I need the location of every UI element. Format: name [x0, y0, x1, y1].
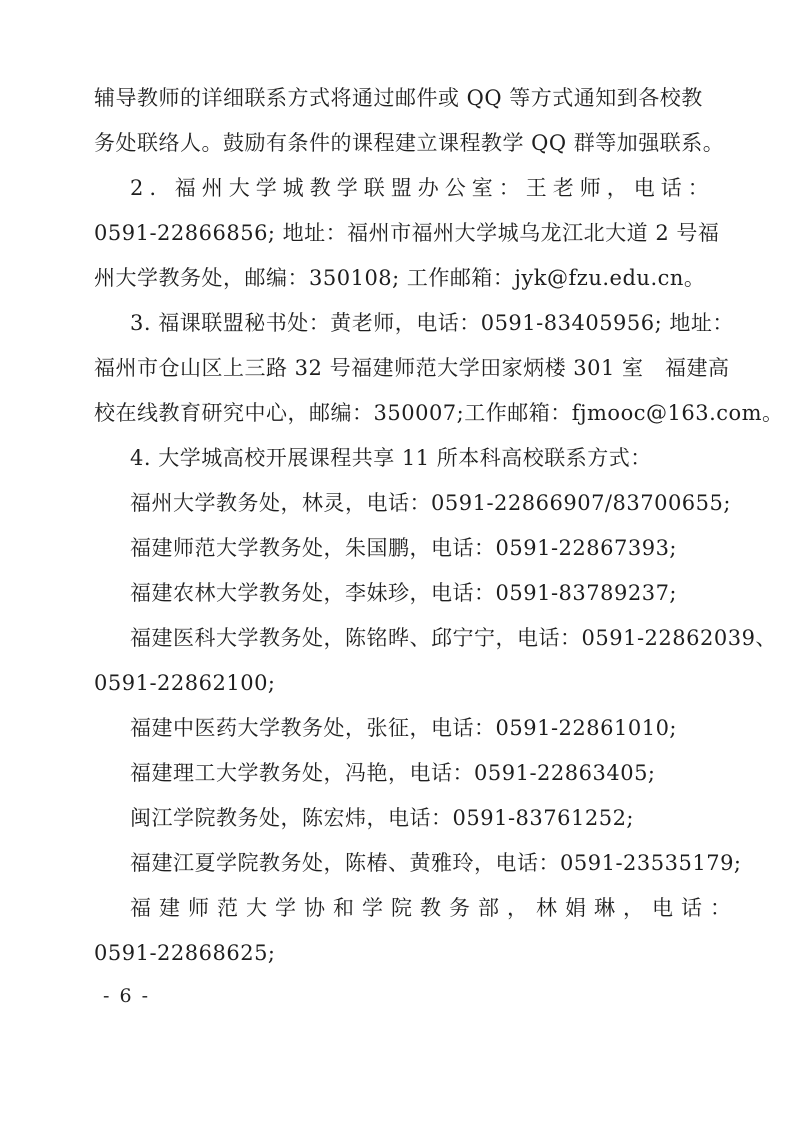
paragraph-2-heading-line: 2. 福州大学城教学联盟办公室：王老师，电话：	[130, 176, 715, 200]
contact-line-continuation: 0591-22868625;	[94, 941, 276, 965]
text-line: 辅导教师的详细联系方式将通过邮件或 QQ 等方式通知到各校教	[94, 86, 703, 110]
contact-line-continuation: 0591-22862100;	[94, 671, 276, 695]
page-number: - 6 -	[103, 985, 151, 1007]
contact-line: 福建江夏学院教务处，陈椿、黄雅玲，电话：0591-23535179;	[130, 851, 742, 875]
contact-line: 闽江学院教务处，陈宏炜，电话：0591-83761252;	[130, 806, 634, 830]
contact-line: 福建师范大学教务处，朱国鹏，电话：0591-22867393;	[130, 536, 677, 560]
text-line: 0591-22866856; 地址：福州市福州大学城乌龙江北大道 2 号福	[94, 221, 720, 245]
contact-line: 福建师范大学协和学院教务部，林娟琳，电话：	[130, 896, 739, 920]
contact-line: 福建中医药大学教务处，张征，电话：0591-22861010;	[130, 716, 677, 740]
document-body	[94, 76, 784, 976]
contact-line: 福州大学教务处，林灵，电话：0591-22866907/83700655;	[130, 491, 731, 515]
text-line: 福州市仓山区上三路 32 号福建师范大学田家炳楼 301 室 福建高	[94, 356, 730, 380]
text-line: 务处联络人。鼓励有条件的课程建立课程教学 QQ 群等加强联系。	[94, 131, 725, 155]
contact-line: 福建医科大学教务处，陈铭晔、邱宁宁，电话：0591-22862039、	[130, 626, 777, 650]
contact-line: 福建理工大学教务处，冯艳，电话：0591-22863405;	[130, 761, 656, 785]
text-line: 州大学教务处，邮编：350108; 工作邮箱：jyk@fzu.edu.cn。	[94, 266, 706, 290]
paragraph-3-heading-line: 3. 福课联盟秘书处：黄老师，电话：0591-83405956; 地址：	[130, 311, 734, 335]
contact-line: 福建农林大学教务处，李妹珍，电话：0591-83789237;	[130, 581, 677, 605]
text-line: 校在线教育研究中心，邮编：350007;工作邮箱：fjmooc@163.com。	[94, 401, 784, 425]
paragraph-4-heading-line: 4. 大学城高校开展课程共享 11 所本科高校联系方式：	[130, 446, 652, 470]
